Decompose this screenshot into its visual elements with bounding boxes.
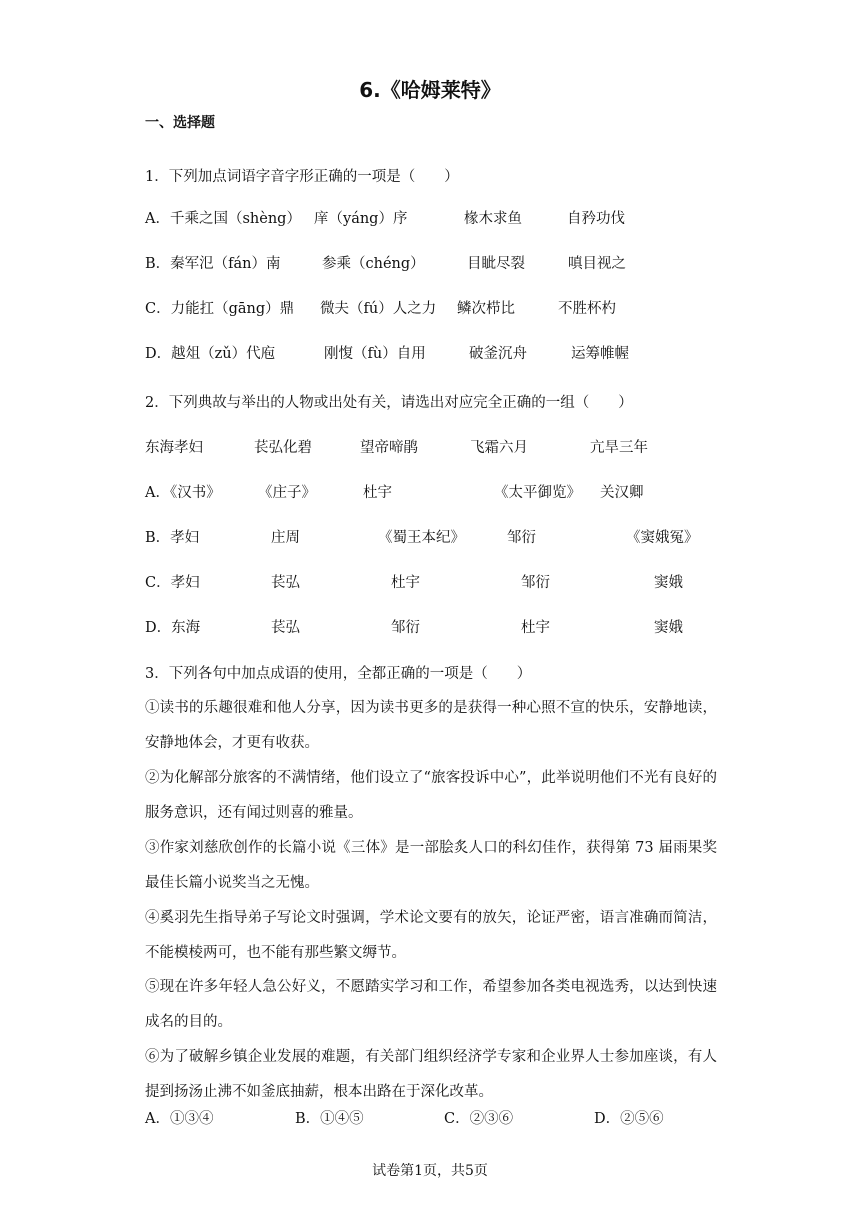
q2-option-d-5: 窦娥 <box>654 620 683 636</box>
q2-option-c-2: 苌弘 <box>271 575 300 591</box>
q1-option-a-2: 庠（yáng）序 <box>314 211 408 227</box>
q1-option-a-1: A．千乘之国（shèng） <box>145 211 301 227</box>
q2-option-c-3: 杜宇 <box>391 575 420 591</box>
section-heading: 一、选择题 <box>145 115 215 131</box>
q2-option-a-4: 《太平御览》 <box>494 485 581 501</box>
q1-option-a-4: 自矜功伐 <box>567 211 625 227</box>
question-2-stem: 2．下列典故与举出的人物或出处有关，请选出对应完全正确的一组（ ） <box>145 395 633 411</box>
q3-item-6: ⑥为了破解乡镇企业发展的难题，有关部门组织经济学专家和企业界人士参加座谈，有人提到扬汤止沸不如釜底抽薪，根本出路在于深化改革。 <box>145 1049 717 1100</box>
q2-header-3: 望帝啼鹃 <box>360 440 418 456</box>
q2-option-b-4: 邹衍 <box>507 530 536 546</box>
q2-option-b-2: 庄周 <box>271 530 300 546</box>
q1-option-d-1: D．越俎（zǔ）代庖 <box>145 346 276 362</box>
q2-header-1: 东海孝妇 <box>145 440 203 456</box>
question-3-stem: 3．下列各句中加点成语的使用，全都正确的一项是（ ） <box>145 666 532 682</box>
q3-item-4: ④奚羽先生指导弟子写论文时强调，学术论文要有的放矢，论证严密，语言准确而简洁，不能模棱两可，也不能有那些繁文缛节。 <box>145 910 717 961</box>
q1-option-c-3: 鳞次栉比 <box>457 301 515 317</box>
q2-option-c-1: C．孝妇 <box>145 575 200 591</box>
q2-option-d-1: D．东海 <box>145 620 201 636</box>
q2-option-d-4: 杜宇 <box>521 620 550 636</box>
q2-option-d-3: 邹衍 <box>391 620 420 636</box>
q2-option-c-5: 窦娥 <box>654 575 683 591</box>
q1-option-d-3: 破釜沉舟 <box>469 346 527 362</box>
q2-option-a-1: A．《汉书》 <box>145 485 221 501</box>
page-title: 6.《哈姆莱特》 <box>359 78 501 102</box>
q1-option-c-2: 微夫（fú）人之力 <box>320 301 437 317</box>
q1-option-b-1: B．秦军氾（fán）南 <box>145 256 281 272</box>
q3-item-1: ①读书的乐趣很难和他人分享，因为读书更多的是获得一种心照不宣的快乐，安静地读，安静地体会，才更有收获。 <box>145 700 717 751</box>
q3-option-d: D．②⑤⑥ <box>594 1111 664 1127</box>
question-1-stem: 1．下列加点词语字音字形正确的一项是（ ） <box>145 169 459 185</box>
q1-option-c-1: C．力能扛（gāng）鼎 <box>145 301 295 317</box>
q3-item-2: ②为化解部分旅客的不满情绪，他们设立了“旅客投诉中心”，此举说明他们不光有良好的服务意识，还有闻过则喜的雅量。 <box>145 770 717 821</box>
q1-option-c-4: 不胜杯杓 <box>558 301 616 317</box>
q2-header-2: 苌弘化碧 <box>254 440 312 456</box>
q2-option-b-1: B．孝妇 <box>145 530 200 546</box>
q1-option-b-2: 参乘（chéng） <box>322 256 425 272</box>
q2-option-a-5: 关汉卿 <box>600 485 644 501</box>
q2-option-c-4: 邹衍 <box>521 575 550 591</box>
q2-header-4: 飞霜六月 <box>470 440 528 456</box>
q2-option-d-2: 苌弘 <box>271 620 300 636</box>
q3-option-c: C．②③⑥ <box>444 1111 514 1127</box>
q1-option-a-3: 椽木求鱼 <box>464 211 522 227</box>
q2-option-b-3: 《蜀王本纪》 <box>378 530 465 546</box>
q2-option-a-3: 杜宇 <box>363 485 392 501</box>
q1-option-d-2: 刚愎（fù）自用 <box>324 346 426 362</box>
page-footer: 试卷第1页，共5页 <box>372 1163 488 1179</box>
q1-option-b-3: 目眦尽裂 <box>467 256 525 272</box>
q3-option-b: B．①④⑤ <box>295 1111 364 1127</box>
q2-option-a-2: 《庄子》 <box>258 485 316 501</box>
q2-header-5: 亢旱三年 <box>590 440 648 456</box>
q3-option-a: A．①③④ <box>145 1111 214 1127</box>
q1-option-d-4: 运筹帷幄 <box>571 346 629 362</box>
q3-item-5: ⑤现在许多年轻人急公好义，不愿踏实学习和工作，希望参加各类电视选秀，以达到快速成名的目的。 <box>145 979 717 1030</box>
q3-item-3: ③作家刘慈欣创作的长篇小说《三体》是一部脍炙人口的科幻佳作，获得第 73 届雨果奖最佳长篇小说奖当之无愧。 <box>145 840 717 891</box>
q1-option-b-4: 嗔目视之 <box>568 256 626 272</box>
q2-option-b-5: 《窦娥冤》 <box>626 530 699 546</box>
